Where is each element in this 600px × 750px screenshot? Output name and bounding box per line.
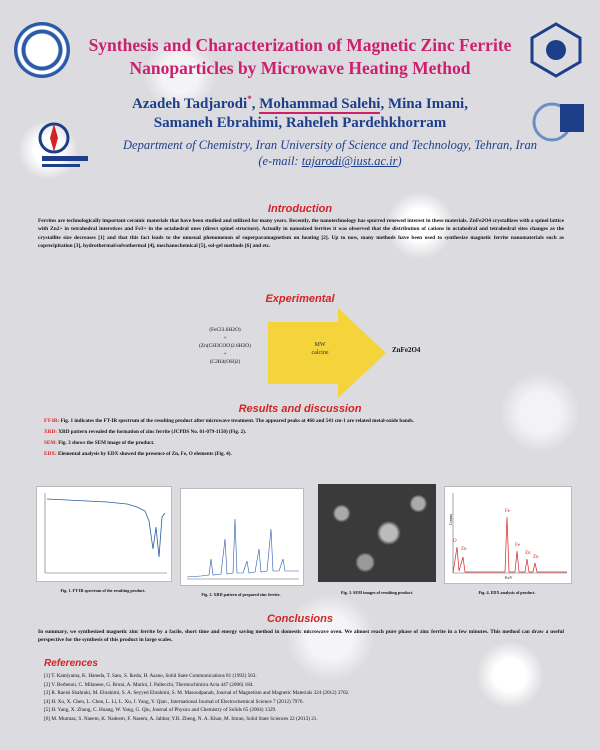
reference-item: [1] T. Kamiyama, K. Haneda, T. Sato, S. Ikeda, H. Asano, Solid State Communications 81 (1992) 563.	[44, 673, 257, 679]
email-prefix: (e-mail:	[258, 154, 302, 168]
email-link[interactable]: tajarodi@iust.ac.ir	[301, 154, 398, 168]
result-edx	[44, 449, 564, 460]
fig1-ftir-image	[36, 486, 172, 582]
edx-label-fe: Fe	[505, 509, 510, 514]
references-heading: References	[44, 658, 98, 669]
condition-calcine: calcine	[311, 350, 329, 356]
result-sem	[44, 438, 564, 449]
author-3: Mina Imani	[387, 96, 465, 112]
result-label: EDX:	[44, 451, 57, 457]
result-text: XRD pattern revealed the formation of zinc ferrite (JCPDS No. 01-079-1150) (Fig. 2).	[56, 429, 247, 435]
reagent-2: (Zn(CH3COO)2.6H2O)	[199, 343, 251, 349]
reagent-3: (C2H4(OH)2)	[209, 359, 241, 365]
reference-item: [6] M. Mumtaz, S. Naeem, K. Nadeem, F. Naeem, A. Jabbar, Y.R. Zheng, N. A. Khan, M. Imran, Solid State Sciences 22 (2013) 21.	[44, 715, 318, 722]
fig2-xrd-image	[180, 488, 304, 586]
poster-title: Synthesis and Characterization of Magnetic Zinc Ferrite Nanoparticles by Microwave Heating Method	[88, 35, 512, 78]
introduction-heading: Introduction	[267, 203, 333, 215]
edx-label-zn2: Zn	[525, 551, 531, 556]
reference-item: [5] H. Yang, X. Zhang, C. Huang, W. Yang, G. Qiu, Journal of Physics and Chemistry of Solids 65 (2004) 1329.	[44, 707, 277, 714]
reagent-1: (FeCl3.6H2O)	[209, 327, 241, 333]
author-4: Samaneh Ebrahimi	[153, 115, 279, 131]
conclusions-heading: Conclusions	[266, 613, 333, 625]
result-ftir	[44, 416, 564, 427]
author-2: Mohammad Salehi	[259, 96, 381, 112]
reference-item: [2] V. Berbenni, C. Milanese, G. Bruni, A. Marini, I. Pallecchi, Thermochimica Acta 447 (2006) 184.	[44, 681, 254, 688]
reaction-scheme	[190, 308, 430, 398]
edx-label-o: O	[453, 539, 457, 544]
fig4-edx-image	[444, 486, 572, 584]
arrow-conditions	[290, 341, 350, 357]
result-xrd	[44, 427, 564, 438]
result-label: SEM:	[44, 440, 57, 446]
edx-label-zn3: Zn	[533, 555, 539, 560]
result-text: Fig. 3 shows the SEM image of the product.	[56, 440, 155, 446]
experimental-heading: Experimental	[265, 293, 335, 305]
affiliation-text: Department of Chemistry, Iran University of Science and Technology, Tehran, Iran	[123, 138, 537, 152]
author-list: Azadeh Tadjarodi*, Mohammad Salehi, Mina Imani, Samaneh Ebrahimi, Raheleh Pardehkhorram	[132, 94, 468, 131]
reference-item: [3] R. Raeisi Shahraki, M. Ebrahimi, S. A. Seyyed Ebrahimi, S. M. Masoudpanah, Journal of Magnetism and Magnetic Materials 324 (2012) 3762.	[44, 690, 350, 697]
result-text: Fig. 1 indicates the FT-IR spectrum of the resulting product after microwave treatment. The appeared peaks at 466 and 541 cm-1 are related metal-oxide bands.	[59, 418, 414, 424]
edx-y-axis: Counts	[448, 513, 454, 526]
affiliation	[120, 137, 540, 169]
fig4-caption: Fig. 4. EDX analysis of product.	[478, 590, 536, 595]
email-suffix: )	[397, 154, 402, 168]
product: ZnFe2O4	[392, 346, 421, 354]
edx-label-zn: Zn	[461, 547, 467, 552]
corresponding-star: *	[247, 94, 252, 104]
introduction-text: Ferrites are technologically important ceramic materials that have been studied and utilized for many years. Recently, the nanotechnology has spurred renewed interest in these materials. ZnFe2O4 crystallizes with a spinel lattice with Zn2+ in tetrahedral interstices and Fe3+ in the octahedral ones (direct spinel structure). Actually in nanosized ferrites it was observed that the distribution of cations in octahedral and tetrahedral sites changes as the crystallite size decreases [1] and that this fact leads to the unusual phenomenon of superparamagnetism on heating [2]. Up to now, many methods have been used to synthesize magnetic ferrite nanomaterials such as coprecipitation [3], hydrothermal/solvothermal [4], mechanochemical [5], sol-gel methods [6] and etc.	[38, 218, 564, 250]
result-text: Elemental analysis by EDX showed the presence of Zn, Fe, O elements (Fig. 4).	[56, 451, 232, 457]
reference-item: [4] H. Xu, X. Chen, L. Chen, L. Li, L. Xu, J. Yang, Y. Qian , International Journal of Electrochemical Science 7 (2012) 7976.	[44, 698, 304, 705]
reagents	[190, 326, 260, 366]
author-1: Azadeh Tadjarodi	[132, 96, 248, 112]
result-label: FT-IR:	[44, 418, 60, 424]
condition-mw: MW	[314, 342, 326, 348]
plus-1: +	[223, 335, 227, 341]
results-heading: Results and discussion	[238, 403, 362, 415]
fig1-caption: Fig. 1. FT-IR spectrum of the resulting product.	[60, 588, 146, 593]
plus-2: +	[223, 351, 227, 357]
conclusions-text: In summary, we synthesized magnetic zinc ferrite by a facile, short time and energy saving method in domestic microwave oven. We almost reach pure phase of zinc ferrite in a few minutes. This method can draw a useful perspective for the synthesis of this product in large scales.	[38, 629, 564, 644]
result-label: XRD:	[44, 429, 57, 435]
reference-list	[44, 672, 564, 724]
fig3-sem-image	[318, 484, 436, 582]
results-list	[44, 416, 564, 460]
edx-label-fe2: Fe	[515, 543, 520, 548]
edx-x-axis: KeV	[505, 575, 513, 580]
fig2-caption: Fig. 2. XRD pattern of prepared zinc ferrite.	[201, 592, 281, 597]
fig3-caption: Fig. 3. SEM images of resulting product.	[340, 590, 414, 595]
author-5: Raheleh Pardehkhorram	[285, 115, 447, 131]
